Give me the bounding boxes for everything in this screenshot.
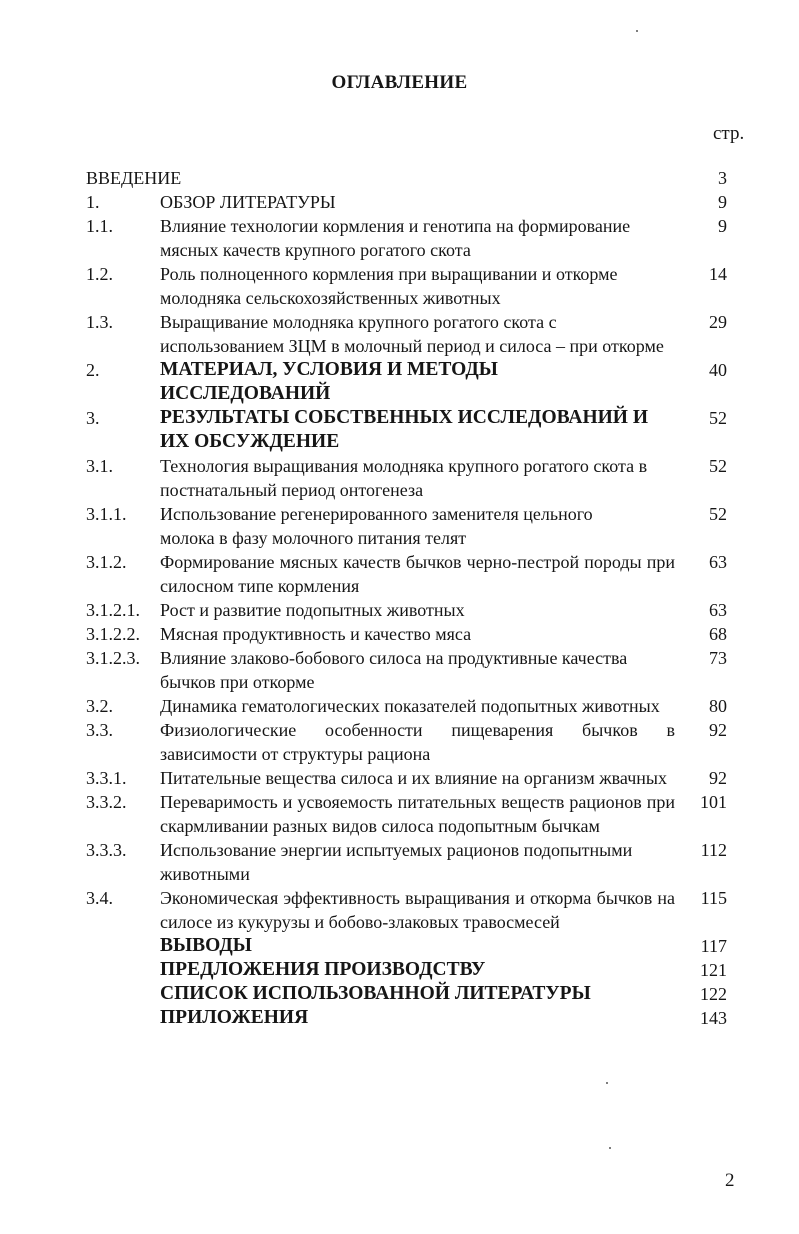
toc-entry-number: 3.1.2.2.: [86, 624, 140, 644]
toc-entry: [0, 550, 799, 598]
toc-entry: [0, 622, 799, 646]
toc-entry-intro: [0, 166, 799, 190]
toc-entry-page: 52: [709, 504, 727, 524]
toc-entry-title: Использование регенерированного заменителя цельного молока в фазу молочного питания телят: [160, 504, 593, 548]
toc-entry-page: 115: [700, 888, 727, 908]
toc-entry: [0, 190, 799, 214]
toc-entry: [0, 790, 799, 838]
toc-entry: [0, 310, 799, 358]
toc-entry-page: 3: [718, 168, 727, 188]
toc-entry: [0, 406, 799, 454]
toc-entry-page: 73: [709, 648, 727, 668]
toc-entry: [0, 694, 799, 718]
toc-entry-page: 112: [700, 840, 727, 860]
toc-entry-number: 3.1.2.: [86, 552, 127, 572]
toc-entry-number: 3.3.1.: [86, 768, 127, 788]
toc-entry-page: 121: [700, 960, 727, 980]
toc-entry-title: ВЫВОДЫ: [160, 935, 252, 956]
toc-entry-number: 1.1.: [86, 216, 113, 236]
toc-entry-number: 3.: [86, 408, 100, 428]
toc-entry: [0, 766, 799, 790]
toc-entry-title: Роль полноценного кормления при выращивании и откорме молодняка сельскохозяйственных животных: [160, 264, 618, 308]
toc-entry: [0, 982, 799, 1006]
table-of-contents: [0, 166, 799, 1030]
toc-entry: [0, 886, 799, 934]
toc-entry-title: ОБЗОР ЛИТЕРАТУРЫ: [160, 192, 336, 212]
toc-entry-title: МАТЕРИАЛ, УСЛОВИЯ И МЕТОДЫ ИССЛЕДОВАНИЙ: [160, 359, 498, 404]
toc-entry-page: 68: [709, 624, 727, 644]
page-title: ОГЛАВЛЕНИЕ: [331, 72, 468, 93]
toc-entry-title: ПРИЛОЖЕНИЯ: [160, 1007, 309, 1028]
toc-entry-number: 3.3.: [86, 720, 113, 740]
toc-entry: [0, 262, 799, 310]
toc-entry-title: Экономическая эффективность выращивания и откорма бычков на силосе из кукурузы и бобово-злаковых травосмесей: [160, 888, 675, 932]
toc-entry: [0, 646, 799, 694]
toc-entry-page: 63: [709, 600, 727, 620]
toc-entry-number: 2.: [86, 360, 100, 380]
toc-entry-number: 1.3.: [86, 312, 113, 332]
toc-entry-page: 92: [709, 768, 727, 788]
toc-entry-page: 52: [709, 408, 727, 428]
toc-entry-title: ВВЕДЕНИЕ: [86, 168, 182, 188]
toc-entry-number: 3.1.1.: [86, 504, 127, 524]
toc-entry-page: 92: [709, 720, 727, 740]
toc-entry-number: 3.1.: [86, 456, 113, 476]
toc-entry-title: Мясная продуктивность и качество мяса: [160, 624, 472, 644]
toc-entry-title: Формирование мясных качеств бычков черно-пестрой породы при силосном типе кормления: [160, 552, 675, 596]
toc-entry-title: Использование энергии испытуемых рационов подопытными животными: [160, 840, 633, 884]
toc-entry-title: Динамика гематологических показателей подопытных животных: [160, 696, 660, 716]
toc-entry-number: 3.1.2.1.: [86, 600, 140, 620]
toc-entry-page: 52: [709, 456, 727, 476]
toc-entry: [0, 502, 799, 550]
scan-speck: [609, 1147, 611, 1149]
toc-entry-title: Технология выращивания молодняка крупного рогатого скота в постнатальный период онтогенеза: [160, 456, 648, 500]
toc-entry: [0, 838, 799, 886]
toc-entry-number: 3.1.2.3.: [86, 648, 140, 668]
toc-entry-title: Рост и развитие подопытных животных: [160, 600, 465, 620]
scan-speck: [606, 1082, 608, 1084]
toc-entry-title: Влияние технологии кормления и генотипа на формирование мясных качеств крупного рогатого скота: [160, 216, 631, 260]
toc-entry-title: Выращивание молодняка крупного рогатого скота с использованием ЗЦМ в молочный период и силоса – при откорме: [160, 312, 664, 356]
toc-entry-page: 40: [709, 360, 727, 380]
toc-entry: [0, 214, 799, 262]
toc-entry-page: 101: [700, 792, 727, 812]
toc-entry: [0, 358, 799, 406]
toc-entry-page: 117: [700, 936, 727, 956]
toc-entry-number: 3.4.: [86, 888, 113, 908]
toc-entry-page: 143: [700, 1008, 727, 1028]
toc-entry: [0, 958, 799, 982]
toc-entry-title: Переваримость и усвояемость питательных веществ рационов при скармливании разных видов силоса подопытным бычкам: [160, 792, 675, 836]
toc-entry-number: 3.2.: [86, 696, 113, 716]
toc-entry: [0, 934, 799, 958]
toc-entry: [0, 718, 799, 766]
toc-entry-page: 9: [718, 216, 727, 236]
toc-entry-title: ПРЕДЛОЖЕНИЯ ПРОИЗВОДСТВУ: [160, 959, 486, 980]
toc-entry-title: Питательные вещества силоса и их влияние на организм жвачных: [160, 768, 667, 788]
toc-entry-number: 1.: [86, 192, 100, 212]
toc-entry-title: Физиологические особенности пищеварения бычков в зависимости от структуры рациона: [160, 720, 675, 764]
toc-entry-page: 14: [709, 264, 727, 284]
toc-entry-title: Влияние злаково-бобового силоса на продуктивные качества бычков при откорме: [160, 648, 628, 692]
toc-entry-number: 1.2.: [86, 264, 113, 284]
toc-entry-page: 9: [718, 192, 727, 212]
toc-entry: [0, 454, 799, 502]
toc-entry-page: 63: [709, 552, 727, 572]
toc-entry-page: 122: [700, 984, 727, 1004]
page-number: 2: [725, 1170, 735, 1191]
toc-entry-number: 3.3.3.: [86, 840, 127, 860]
toc-entry-page: 80: [709, 696, 727, 716]
scan-speck: [636, 30, 638, 32]
page-column-label: стр.: [713, 123, 745, 144]
toc-entry-number: 3.3.2.: [86, 792, 127, 812]
toc-entry-title: СПИСОК ИСПОЛЬЗОВАННОЙ ЛИТЕРАТУРЫ: [160, 983, 591, 1004]
toc-entry: [0, 598, 799, 622]
toc-entry-page: 29: [709, 312, 727, 332]
toc-entry-title: РЕЗУЛЬТАТЫ СОБСТВЕННЫХ ИССЛЕДОВАНИЙ И ИХ ОБСУЖДЕНИЕ: [160, 407, 649, 452]
toc-entry: [0, 1006, 799, 1030]
